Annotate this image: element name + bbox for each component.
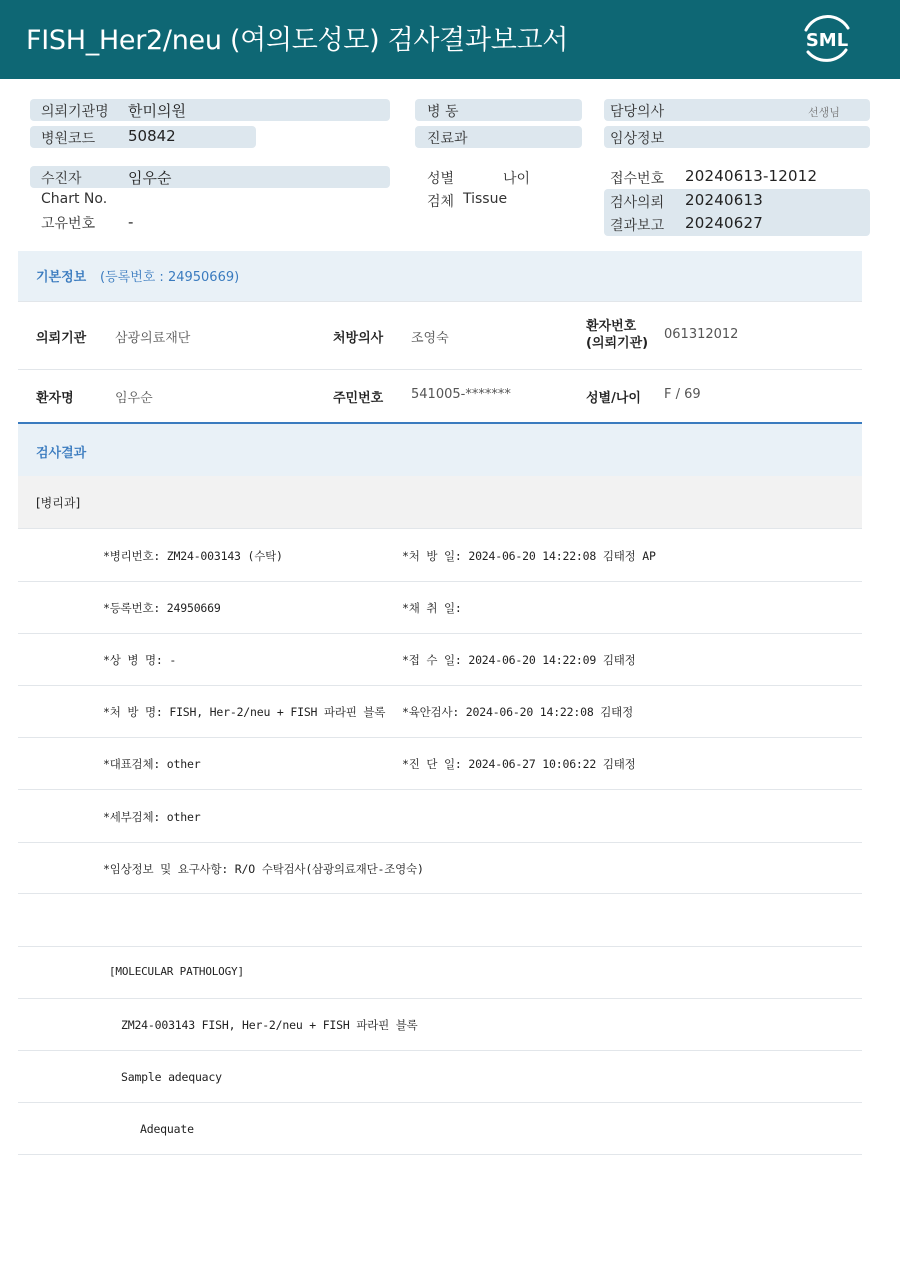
info-key-doctor: 처방의사 [333, 331, 384, 346]
adequacy-label: Sample adequacy [121, 1070, 222, 1084]
report-value: 20240627 [685, 214, 763, 232]
unique-id-label: 고유번호 [41, 216, 96, 232]
info-key-patient-no: 환자번호 (의뢰기관) [586, 319, 649, 351]
result-right: *처 방 일: 2024-06-20 14:22:08 김태정 AP [402, 549, 656, 563]
divider [18, 633, 862, 634]
result-right: *채 취 일: [402, 601, 462, 615]
institution-label: 의뢰기관명 [41, 104, 109, 120]
divider [18, 301, 862, 302]
info-val-doctor: 조영숙 [411, 331, 449, 346]
divider [18, 737, 862, 738]
attending-label: 담당의사 [610, 104, 665, 120]
result-left: *세부검체: other [103, 810, 201, 824]
sml-logo [798, 10, 856, 68]
patient-value: 임우순 [128, 169, 172, 187]
report-header [0, 0, 900, 79]
basic-info-reg-note: (등록번호 : 24950669) [100, 270, 240, 285]
info-val-institution: 삼광의료재단 [115, 331, 191, 346]
divider [18, 369, 862, 370]
info-key-institution: 의뢰기관 [36, 331, 87, 346]
divider [18, 842, 862, 843]
patient-label: 수진자 [41, 171, 82, 187]
specimen-value: Tissue [463, 191, 508, 207]
result-left: *병리번호: ZM24-003143 (수탁) [103, 549, 283, 563]
result-left: *상 병 명: - [103, 653, 177, 667]
divider [18, 1050, 862, 1051]
divider [18, 528, 862, 529]
basic-info-title: 기본정보 [36, 270, 87, 285]
hospital-code-value: 50842 [128, 127, 176, 145]
result-left: *등록번호: 24950669 [103, 601, 221, 615]
info-val-sex-age: F / 69 [664, 387, 701, 402]
results-title: 검사결과 [36, 446, 87, 461]
divider [18, 998, 862, 999]
results-header [18, 422, 862, 476]
institution-value: 한미의원 [128, 102, 186, 120]
basic-info-header [18, 251, 862, 301]
divider [18, 789, 862, 790]
result-left: *대표검체: other [103, 757, 201, 771]
molecular-title: [MOLECULAR PATHOLOGY] [109, 965, 244, 978]
result-right: *접 수 일: 2024-06-20 14:22:09 김태정 [402, 653, 636, 667]
divider [18, 581, 862, 582]
hospital-code-label: 병원코드 [41, 131, 96, 147]
sex-label: 성별 [427, 171, 455, 187]
info-val-rrn: 541005-******* [411, 387, 511, 402]
specimen-label: 검체 [427, 194, 455, 210]
divider [18, 685, 862, 686]
logo-text: SML [805, 30, 849, 51]
patient-pill [30, 166, 390, 188]
attending-suffix: 선생님 [808, 106, 840, 119]
divider [18, 946, 862, 947]
clinical-info-label: 임상정보 [610, 131, 665, 147]
chart-no-label: Chart No. [41, 191, 108, 207]
department-label: 진료과 [427, 131, 468, 147]
info-val-patient-no: 061312012 [664, 327, 739, 342]
info-key-rrn: 주민번호 [333, 391, 384, 406]
report-label: 결과보고 [610, 218, 665, 234]
ward-label: 병 동 [427, 104, 459, 120]
receipt-label: 접수번호 [610, 171, 665, 187]
result-right: *육안검사: 2024-06-20 14:22:08 김태정 [402, 705, 634, 719]
unique-id-value: - [128, 213, 134, 231]
report-title: FISH_Her2/neu (여의도성모) 검사결과보고서 [26, 25, 569, 56]
request-label: 검사의뢰 [610, 195, 665, 211]
divider [18, 893, 862, 894]
molecular-line: ZM24-003143 FISH, Her-2/neu + FISH 파라핀 블록 [121, 1018, 418, 1032]
result-left: *처 방 명: FISH, Her-2/neu + FISH 파라핀 블록 [103, 705, 386, 719]
divider [18, 1102, 862, 1103]
adequacy-value: Adequate [140, 1122, 194, 1136]
info-val-patient-name: 임우순 [115, 391, 153, 406]
result-left: *임상정보 및 요구사항: R/O 수탁검사(삼광의료재단-조영숙) [103, 862, 424, 876]
info-key-patient-name: 환자명 [36, 391, 74, 406]
dept-row [18, 476, 862, 528]
dept-label: [병리과] [36, 496, 81, 510]
divider [18, 1154, 862, 1155]
info-key-sex-age: 성별/나이 [586, 391, 641, 406]
result-right: *진 단 일: 2024-06-27 10:06:22 김태정 [402, 757, 636, 771]
age-label: 나이 [503, 171, 531, 187]
request-value: 20240613 [685, 191, 763, 209]
receipt-value: 20240613-12012 [685, 167, 818, 185]
